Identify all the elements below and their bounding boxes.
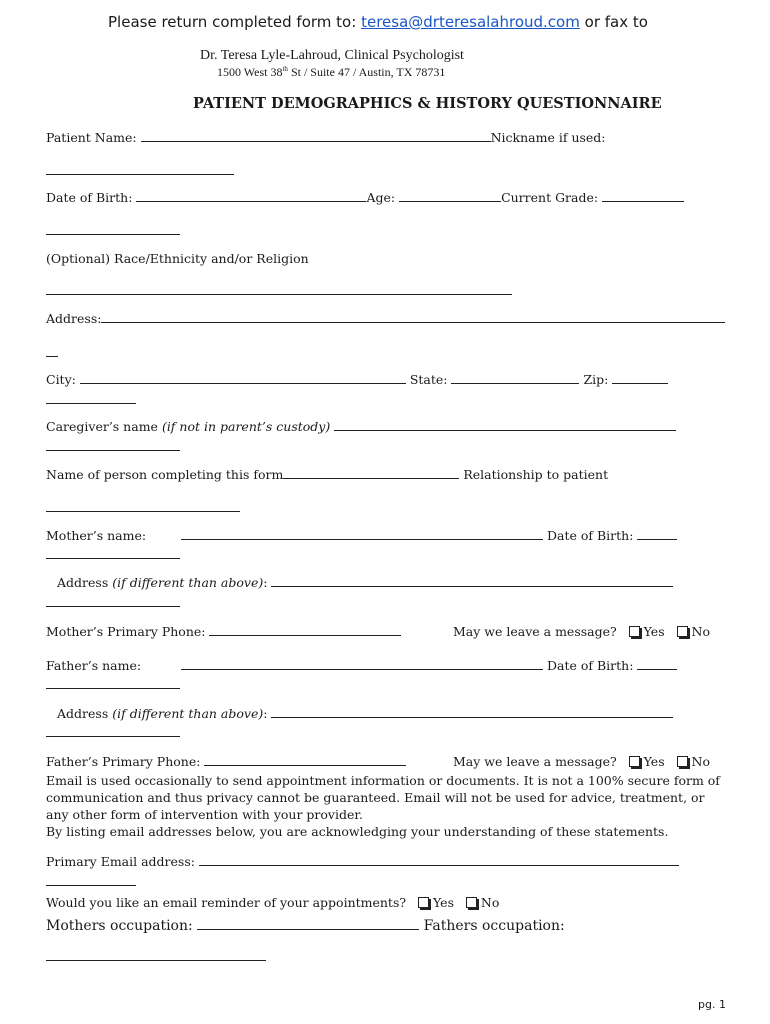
office-address [217,65,445,80]
father-phone-label: Father’s Primary Phone: [46,754,201,769]
mother-address-note: (if different than above) [112,575,264,590]
father-address-field[interactable] [271,706,673,718]
mother-phone-row [46,624,401,639]
father-dob-field-cont[interactable] [46,677,180,689]
completer-field[interactable] [283,467,459,479]
mother-address-field[interactable] [271,575,673,587]
email-notice [46,772,736,840]
completer-label: Name of person completing this form [46,467,284,482]
mother-message-yes-checkbox[interactable] [629,626,640,637]
state-field[interactable] [451,372,579,384]
mother-address-label: Address [57,575,109,590]
father-dob-label: Date of Birth: [546,658,634,673]
primary-email-row-cont [46,874,136,889]
page-number: pg. 1 [698,998,726,1011]
address-row-cont [46,345,58,360]
city-field[interactable] [80,372,406,384]
email-notice-line: By listing email addresses below, you are acknowledging your understanding of these statements. [46,824,669,839]
father-address-row-cont [46,725,180,740]
age-field[interactable] [399,190,501,202]
caregiver-note: (if not in parent’s custody) [161,419,331,434]
caregiver-field-cont[interactable] [46,439,180,451]
father-message-no-label: No [691,754,710,769]
caregiver-row-cont [46,439,180,454]
email-reminder-label: Would you like an email reminder of your appointments? [46,895,407,910]
primary-email-field[interactable] [199,854,679,866]
email-reminder-row [46,895,499,910]
relationship-field[interactable] [46,500,240,512]
race-label: (Optional) Race/Ethnicity and/or Religion [46,251,309,266]
address-field-cont[interactable] [46,345,58,357]
mother-message-no-label: No [691,624,710,639]
mother-name-field[interactable] [181,528,543,540]
email-notice-line: any other form of intervention with your provider. [46,807,363,822]
doctor-name: Dr. Teresa Lyle-Lahroud, Clinical Psychologist [200,48,464,63]
father-phone-field[interactable] [204,754,406,766]
race-row [46,283,512,298]
father-dob-row-cont [46,677,180,692]
mother-phone-label: Mother’s Primary Phone: [46,624,206,639]
patient-name-label: Patient Name: [46,130,137,145]
grade-field[interactable] [602,190,684,202]
nickname-field[interactable] [46,163,234,175]
return-instruction [108,13,648,31]
race-field[interactable] [46,283,512,295]
father-name-label: Father’s name: [46,658,142,673]
page-title: PATIENT DEMOGRAPHICS & HISTORY QUESTIONNAIRE [193,95,662,112]
mother-name-label: Mother’s name: [46,528,147,543]
father-occupation-field[interactable] [46,949,266,961]
return-text: Please return completed form to: [108,13,357,31]
mother-message-row [453,624,710,639]
relationship-label: Relationship to patient [463,467,609,482]
father-message-row [453,754,710,769]
address-sup: th [282,65,288,73]
nickname-label: Nickname if used: [490,130,606,145]
mother-message-no-checkbox[interactable] [677,626,688,637]
mother-occupation-field[interactable] [197,918,419,930]
completer-row [46,467,608,482]
grade-row-cont [46,223,180,238]
mother-address-row [57,575,673,590]
address-row [46,311,725,326]
patient-name-field[interactable] [141,130,491,142]
email-reminder-no-checkbox[interactable] [466,897,477,908]
occupation-row [46,918,565,934]
address-part-a: 1500 West 38 [217,65,283,79]
father-address-note: (if different than above) [112,706,264,721]
father-message-label: May we leave a message? [453,754,617,769]
father-name-field[interactable] [181,658,543,670]
fax-text: or fax to [584,13,648,31]
address-label: Address: [46,311,102,326]
email-reminder-yes-label: Yes [433,895,454,910]
email-notice-line: Email is used occasionally to send appointment information or documents. It is not a 100% secure form of [46,773,720,788]
primary-email-field-cont[interactable] [46,874,136,886]
zip-field-cont[interactable] [46,392,136,404]
father-address-field-cont[interactable] [46,725,180,737]
caregiver-label: Caregiver’s name [46,419,158,434]
mother-message-yes-label: Yes [643,624,665,639]
address-part-b: St / Suite 47 / Austin, TX 78731 [290,65,446,79]
relationship-row [46,500,240,515]
grade-label: Current Grade: [501,190,599,205]
mother-dob-label: Date of Birth: [546,528,634,543]
age-label: Age: [366,190,396,205]
dob-row [46,190,684,205]
mother-message-label: May we leave a message? [453,624,617,639]
mother-phone-field[interactable] [209,624,401,636]
email-reminder-no-label: No [480,895,500,910]
mother-address-colon: : [263,575,268,590]
father-message-no-checkbox[interactable] [677,756,688,767]
primary-email-label: Primary Email address: [46,854,195,869]
caregiver-field[interactable] [334,419,676,431]
patient-name-row [46,130,606,145]
mother-dob-row-cont [46,547,180,562]
mother-dob-field-cont[interactable] [46,547,180,559]
city-label: City: [46,372,76,387]
father-message-yes-checkbox[interactable] [629,756,640,767]
father-address-label: Address [57,706,109,721]
mother-address-row-cont [46,595,180,610]
zip-field[interactable] [612,372,668,384]
mother-dob-field[interactable] [637,528,677,540]
father-address-colon: : [263,706,268,721]
address-field[interactable] [101,311,725,323]
father-message-yes-label: Yes [643,754,665,769]
caregiver-row [46,419,676,434]
father-name-row [181,658,677,673]
father-occupation-label: Fathers occupation: [423,918,565,934]
father-occupation-row [46,949,266,964]
city-row [46,372,668,387]
nickname-row [46,163,234,178]
zip-label: Zip: [583,372,609,387]
state-label: State: [409,372,448,387]
father-dob-field[interactable] [637,658,677,670]
email-link[interactable]: teresa@drteresalahroud.com [361,13,580,31]
primary-email-row [46,854,679,869]
dob-field[interactable] [136,190,366,202]
dob-label: Date of Birth: [46,190,133,205]
zip-row-cont [46,392,136,407]
email-notice-line: communication and thus privacy cannot be guaranteed. Email will not be used for advice, treatment, or [46,790,705,805]
father-address-row [57,706,673,721]
email-reminder-yes-checkbox[interactable] [418,897,429,908]
mother-address-field-cont[interactable] [46,595,180,607]
mother-name-row [181,528,677,543]
mother-occupation-label: Mothers occupation: [46,918,193,934]
father-phone-row [46,754,406,769]
grade-field-cont[interactable] [46,223,180,235]
